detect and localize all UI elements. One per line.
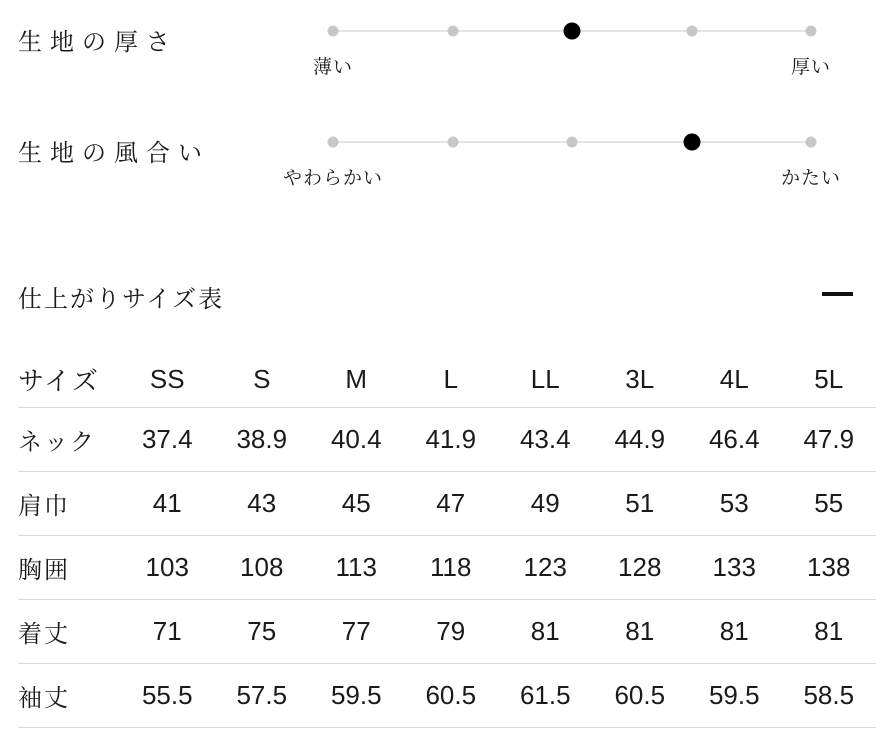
- size-value: 71: [152, 615, 182, 646]
- scale-max-label: 厚い: [790, 57, 832, 78]
- size-table-title: 仕上がりサイズ表: [18, 286, 225, 313]
- size-value: 81: [814, 615, 844, 646]
- size-value: 103: [145, 551, 189, 582]
- size-value: 61.5: [519, 679, 571, 710]
- scale-title: 生地の風合い: [18, 140, 210, 167]
- size-value: 38.9: [236, 423, 288, 454]
- scale-dot: [447, 26, 458, 37]
- table-row: [18, 663, 876, 727]
- size-column-header: M: [345, 363, 368, 394]
- size-value: 123: [523, 551, 567, 582]
- size-value: 46.4: [708, 423, 760, 454]
- size-value: 81: [625, 615, 655, 646]
- size-value: 58.5: [803, 679, 855, 710]
- measurement-row-label: 胸囲: [18, 556, 70, 584]
- size-value: 41: [152, 487, 182, 518]
- size-value: 57.5: [236, 679, 288, 710]
- collapse-section-button[interactable]: [814, 281, 862, 309]
- scale-dot-active: [683, 134, 700, 151]
- table-row: [18, 599, 876, 663]
- size-value: 60.5: [425, 679, 477, 710]
- scale-dot: [328, 26, 339, 37]
- size-column-header: 5L: [814, 363, 844, 394]
- size-column-header: 4L: [719, 363, 749, 394]
- table-row: [18, 535, 876, 599]
- scale-dot: [686, 26, 697, 37]
- measurement-row-label: 着丈: [18, 620, 70, 648]
- size-value: 47.9: [803, 423, 855, 454]
- size-value: 113: [335, 551, 377, 582]
- minus-icon: [822, 292, 853, 296]
- measurement-row-label: ネック: [18, 428, 96, 456]
- size-column-header: 3L: [625, 363, 655, 394]
- size-value: 40.4: [330, 423, 382, 454]
- scale-dot-active: [564, 23, 581, 40]
- scale-max-label: かたい: [780, 168, 842, 189]
- measurement-row-label: 肩巾: [18, 492, 70, 520]
- scale-dot: [328, 137, 339, 148]
- scale-dot: [567, 137, 578, 148]
- scale-min-label: やわらかい: [282, 168, 384, 189]
- size-value: 41.9: [425, 423, 477, 454]
- table-row: [18, 471, 876, 535]
- size-value: 45: [341, 487, 371, 518]
- size-column-header: S: [253, 363, 271, 394]
- size-column-header: L: [443, 363, 458, 394]
- size-value: 108: [240, 551, 284, 582]
- size-column-header: LL: [530, 363, 560, 394]
- size-value: 77: [341, 615, 371, 646]
- measurement-row-label: 袖丈: [18, 684, 70, 712]
- size-value: 51: [625, 487, 655, 518]
- size-value: 118: [430, 551, 472, 582]
- size-value: 43: [247, 487, 277, 518]
- size-value: 79: [436, 615, 466, 646]
- size-value: 59.5: [708, 679, 760, 710]
- size-value: 53: [719, 487, 749, 518]
- table-row: [18, 407, 876, 471]
- size-value: 138: [807, 551, 851, 582]
- size-value: 81: [530, 615, 560, 646]
- size-value: 49: [530, 487, 560, 518]
- scale-dot: [447, 137, 458, 148]
- size-value: 55.5: [141, 679, 193, 710]
- size-value: 44.9: [614, 423, 666, 454]
- size-label-column-header: サイズ: [18, 365, 100, 396]
- scale-title: 生地の厚さ: [18, 29, 178, 56]
- scale-dot: [806, 137, 817, 148]
- size-value: 59.5: [330, 679, 382, 710]
- size-value: 128: [618, 551, 662, 582]
- size-value: 133: [712, 551, 756, 582]
- scale-dot: [806, 26, 817, 37]
- size-value: 47: [436, 487, 466, 518]
- size-column-header: SS: [149, 363, 185, 394]
- size-value: 81: [719, 615, 749, 646]
- size-table: [18, 352, 876, 728]
- size-value: 43.4: [519, 423, 571, 454]
- scale-min-label: 薄い: [312, 57, 354, 78]
- size-value: 75: [247, 615, 277, 646]
- size-table-header-row: [18, 352, 876, 407]
- size-value: 37.4: [141, 423, 193, 454]
- size-value: 60.5: [614, 679, 666, 710]
- size-value: 55: [814, 487, 844, 518]
